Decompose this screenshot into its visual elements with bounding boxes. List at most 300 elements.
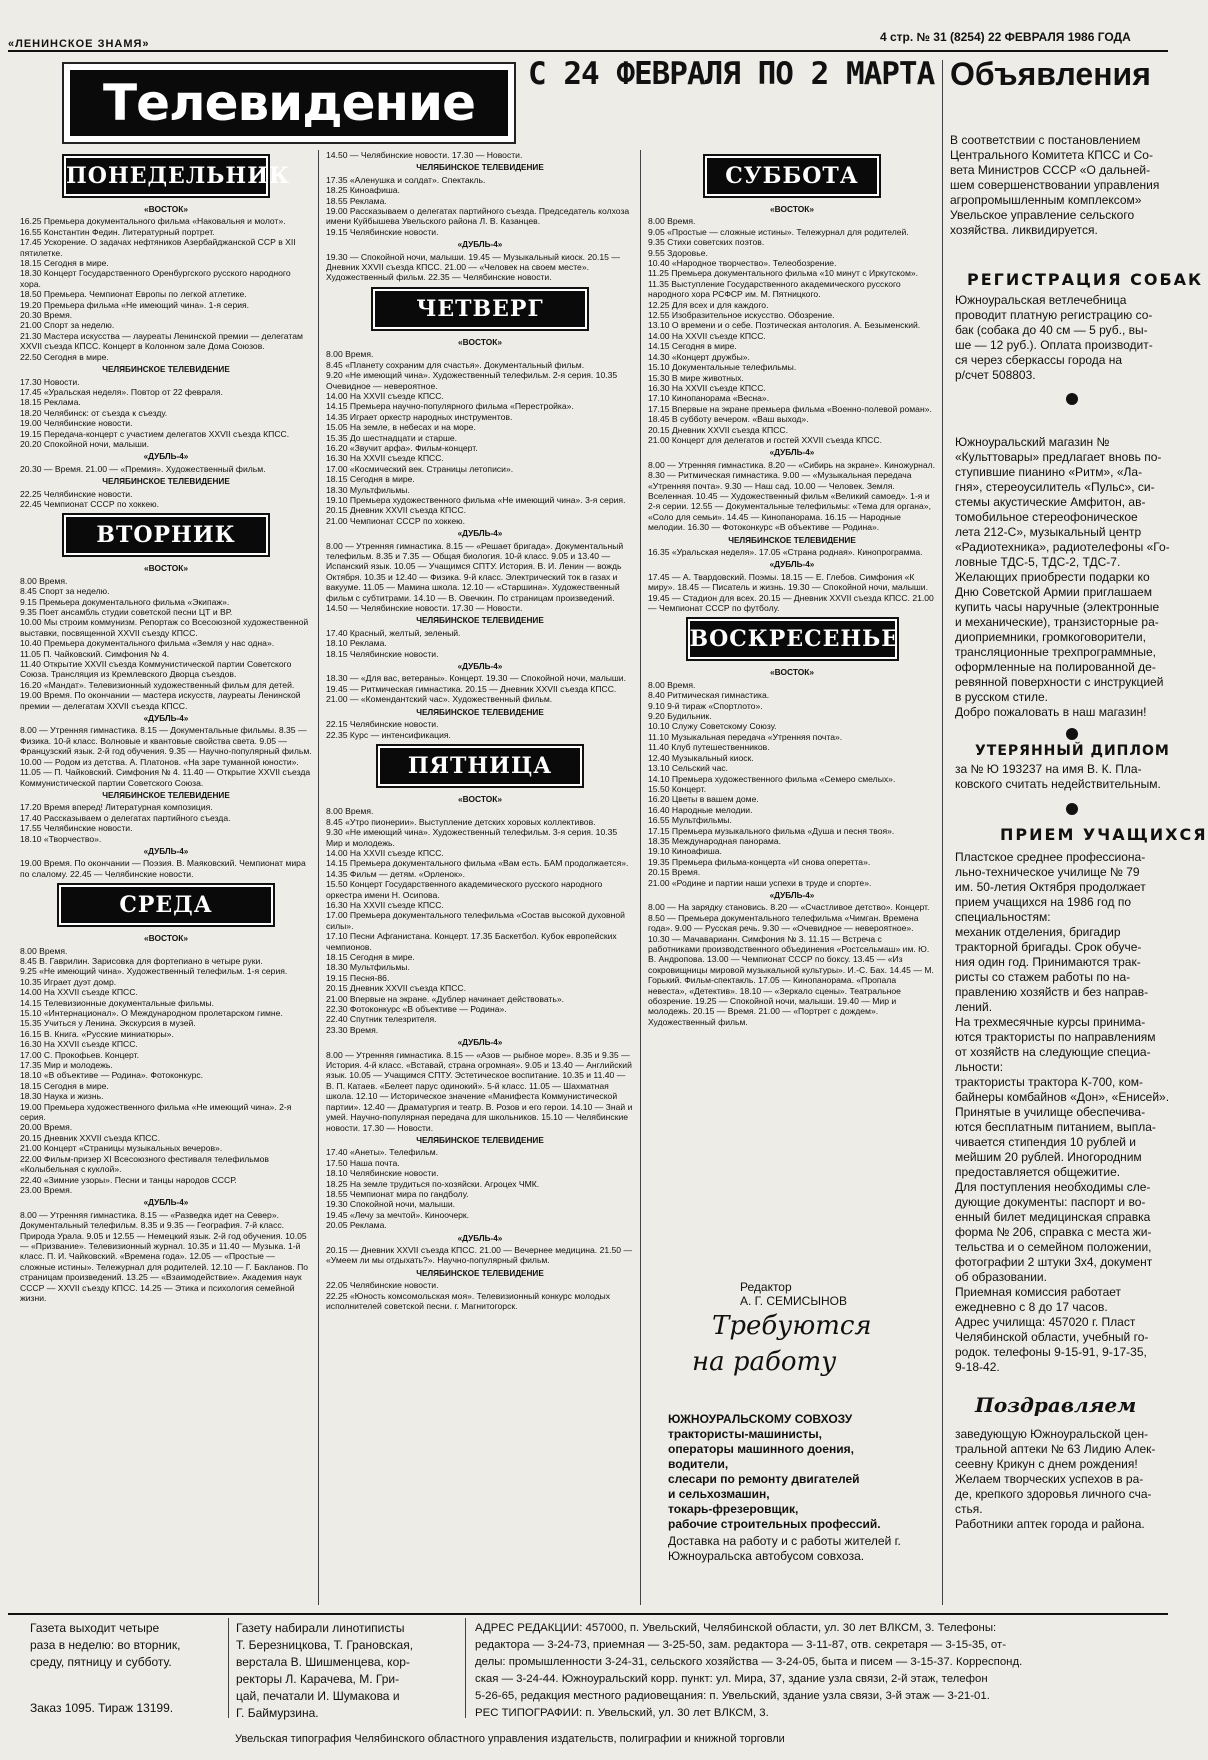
programme-line: 15.35 До шестнадцати и старше.	[326, 432, 458, 443]
channel-heading: ЧЕЛЯБИНСКОЕ ТЕЛЕВИДЕНИЕ	[102, 790, 230, 800]
programme-line: 20.30 Время.	[20, 310, 73, 321]
programme-line: 11.05 П. Чайковский. Симфония № 4.	[20, 648, 170, 659]
day-heading-friday: ПЯТНИЦА	[378, 746, 582, 786]
text-line: родок. телефоны 9-15-91, 9-17-35,	[955, 1345, 1147, 1359]
programme-line: 9.35 Стихи советских поэтов.	[648, 237, 765, 248]
channel-heading: ЧЕЛЯБИНСКОЕ ТЕЛЕВИДЕНИЕ	[416, 616, 544, 626]
programme-line: 8.00 — Утренняя гимнастика. 8.15 — «Решает бригада». Документальный телефильм. 8.35 и 7.35 — Общая биология. 10-й класс. 9.05 и 13.40 — Испанский язык. 10.05 — Учащимся СПТУ. История. В. И. Ленин — вождь Октября. 10.35 и 12.40 — Физика. 9-й класс. Электрический ток в газах и вакууме. 11.05 — Мамина школа. 12.10 — «Старшина». Художественный фильм с субтитрами. 14.10 — В. Овечкин. По страницам произведений. 14.50 — Челябинские новости. 17.30 — Новости.	[326, 540, 624, 614]
channel-heading: ЧЕЛЯБИНСКОЕ ТЕЛЕВИДЕНИЕ	[416, 163, 544, 173]
programme-line: 8.45 «Утро пионерии». Выступление детских хоровых коллективов.	[326, 816, 596, 827]
text-line: Адрес училища: 457020 г. Пласт	[955, 1315, 1136, 1329]
programme-line: 8.00 Время.	[326, 806, 374, 817]
channel-heading: «ДУБЛЬ-4»	[457, 240, 503, 250]
programme-line: 17.15 Впервые на экране премьера фильма «Военно-полевой роман».	[648, 403, 932, 414]
programme-line: 22.15 Челябинские новости.	[326, 719, 439, 730]
text-line: ристы со стажем работы по на-	[955, 970, 1131, 984]
channel-heading: «ДУБЛЬ-4»	[457, 529, 503, 539]
programme-line: 10.10 Служу Советскому Союзу.	[648, 721, 777, 732]
text-line: лений.	[955, 1000, 993, 1014]
programme-line: 10.40 Премьера документального фильма «Земля у нас одна».	[20, 638, 275, 649]
text-line: проводит платную регистрацию со-	[955, 308, 1153, 322]
text-line: верстала В. Шишменцева, кор-	[236, 1655, 410, 1669]
text-line: рабочие строительных профессий.	[668, 1517, 881, 1531]
text-line: тральной аптеки № 63 Лидию Алек-	[955, 1442, 1156, 1456]
section-logo	[62, 62, 516, 144]
text-line: раза в неделю: во вторник,	[30, 1638, 181, 1652]
programme-line: 22.45 Чемпионат СССР по хоккею.	[20, 498, 159, 509]
channel-heading: «ДУБЛЬ-4»	[769, 560, 815, 570]
programme-line: 14.10 Премьера художественного фильма «Семеро смелых».	[648, 773, 896, 784]
programme-line: 15.10 Документальные телефильмы.	[648, 362, 797, 373]
text-line: «Культтовары» предлагает вновь по-	[955, 450, 1162, 464]
column-rule	[318, 150, 319, 1605]
programme-line: 17.10 Кинопанорама «Весна».	[648, 393, 770, 404]
text-line: Пластское среднее профессиона-	[955, 850, 1146, 864]
day-heading-saturday: СУББОТА	[705, 156, 879, 196]
text-line: ступившие пианино «Ритм», «Ла-	[955, 465, 1143, 479]
programme-line: 17.45 Ускорение. О задачах нефтяников Азербайджанской ССР в XII пятилетке.	[20, 237, 296, 258]
text-line: ловные ТДС-5, ТДС-2, ТДС-7.	[955, 555, 1121, 569]
programme-line: 22.30 Фотоконкурс «В объективе — Родина».	[326, 1004, 507, 1015]
programme-line: 18.35 Международная панорама.	[648, 835, 781, 846]
ad-congratulations	[955, 1427, 1173, 1532]
channel-heading: «ДУБЛЬ-4»	[457, 1038, 503, 1048]
channel-heading: «ДУБЛЬ-4»	[143, 1198, 189, 1208]
programme-line: 9.20 «Не имеющий чина». Художественный телефильм. 2-я серия. 10.35 Очевидное — невероятное.	[326, 370, 618, 391]
text-line: Г. Баймурзина.	[236, 1706, 319, 1720]
programme-line: 17.45 «Уральская неделя». Повтор от 22 февраля.	[20, 386, 223, 397]
text-line: де, крепкого здоровья личного сча-	[955, 1487, 1152, 1501]
text-line: прием учащихся на 1986 год по	[955, 895, 1132, 909]
programme-line: 19.15 Челябинские новости.	[326, 226, 439, 237]
ad-dog-registration-title: РЕГИСТРАЦИЯ СОБАК	[967, 270, 1204, 289]
programme-line: 8.00 Время.	[20, 945, 68, 956]
programme-line: 20.00 Время.	[20, 1122, 73, 1133]
programme-line: 9.20 Будильник.	[648, 711, 712, 722]
programme-line: 20.20 Спокойной ночи, малыши.	[20, 438, 150, 449]
text-line: тельства и о семейном положении,	[955, 1240, 1152, 1254]
ad-lost-diploma	[955, 762, 1173, 792]
programme-line: 19.00 Премьера художественного фильма «Не имеющий чина». 2-я серия.	[20, 1101, 292, 1123]
text-line: р/счет 508803.	[955, 368, 1036, 382]
text-line: токарь-фрезеровщик,	[668, 1502, 799, 1516]
channel-heading: «ДУБЛЬ-4»	[769, 448, 815, 458]
channel-heading: «ДУБЛЬ-4»	[143, 846, 189, 856]
programme-line: 15.05 На земле, в небесах и на море.	[326, 422, 476, 433]
text-line: механик отделения, бригадир	[955, 925, 1121, 939]
programme-line: 18.15 Челябинские новости.	[326, 648, 439, 659]
ad-school-admission-title: ПРИЕМ УЧАЩИХСЯ	[1000, 825, 1208, 844]
programme-line: 20.15 Дневник XXVII съезда КПСС.	[326, 983, 467, 994]
text-line: ревянной поверхности с инструкцией	[955, 675, 1164, 689]
text-line: Газету набирали линотиписты	[236, 1621, 405, 1635]
programme-line: 19.00 Рассказываем о делегатах партийного съезда. Председатель колхоза имени Куйбышева Увельского района Л. В. Казанцев.	[326, 206, 630, 227]
programme-line: 19.35 Премьера фильма-концерта «И снова оперетта».	[648, 856, 871, 867]
separator-bullet	[1066, 803, 1078, 815]
day-heading-thursday: ЧЕТВЕРГ	[373, 289, 587, 329]
text-line: агропромышленным комплексом»	[950, 193, 1142, 207]
programme-line: 14.15 Телевизионные документальные фильмы.	[20, 997, 214, 1008]
programme-line: 16.15 В. Книга. «Русские миниатюры».	[20, 1028, 174, 1039]
programme-line: 16.30 На XXVII съезде КПСС.	[20, 1039, 138, 1050]
text-line: дующие документы: паспорт и во-	[955, 1195, 1146, 1209]
text-line: ковского считать недействительным.	[955, 777, 1161, 791]
text-line: ния один год. Принимаются трак-	[955, 955, 1141, 969]
programme-line: 19.00 Время. По окончании — мастера искусств, лауреаты Ленинской премии — делегатам XXVII съезда КПСС.	[20, 690, 301, 711]
text-line: хозяйства. ликвидируется.	[950, 223, 1098, 237]
programme-line: 20.05 Реклама.	[326, 1220, 387, 1231]
programme-line: 17.30 Новости.	[20, 376, 80, 387]
text-line: 5-26-65, редакция местного радиовещания: п. Увельский, здание узла связи, 3-й этаж — 3-21-01.	[475, 1690, 990, 1702]
programme-line: 16.55 Константин Федин. Литературный портрет.	[20, 226, 215, 237]
text-line: Южноуральская ветлечебница	[955, 293, 1127, 307]
programme-line: 19.10 Киноафиша.	[648, 846, 722, 857]
text-line: купить часы наручные (электронные	[955, 600, 1160, 614]
text-line: Южноуральский магазин №	[955, 435, 1110, 449]
channel-heading: «ДУБЛЬ-4»	[457, 662, 503, 672]
programme-line: 17.40 «Анеты». Телефильм.	[326, 1147, 439, 1158]
channel-heading: «ВОСТОК»	[143, 563, 189, 574]
programme-line: 17.40 Красный, желтый, зеленый.	[326, 627, 461, 638]
day-heading-tuesday: ВТОРНИК	[64, 515, 268, 555]
text-line: об образовании.	[955, 1270, 1047, 1284]
programme-line: 13.10 О времени и о себе. Поэтическая антология. А. Безыменский.	[648, 320, 921, 331]
programme-line: 19.30 — Спокойной ночи, малыши. 19.45 — Музыкальный киоск. 20.15 — Дневник XXVII съезда КПСС. 21.00 — «Человек на своем месте». Художественный фильм. 22.35 — Челябинские новости.	[326, 251, 620, 283]
text-line: в русском стиле.	[955, 690, 1048, 704]
programme-line: 21.00 Чемпионат СССР по хоккею.	[326, 515, 465, 526]
programme-line: 14.15 Премьера научно-популярного фильма «Перестройка».	[326, 401, 574, 412]
programme-line: 13.10 Сельский час.	[648, 763, 729, 774]
footer-rule-vertical	[465, 1618, 466, 1718]
programme-line: 21.00 Впервые на экране. «Дублер начинает действовать».	[326, 993, 565, 1004]
programme-line: 17.55 Челябинские новости.	[20, 823, 133, 834]
programme-line: 19.15 Передача-концерт с участием делегатов XXVII съезда КПСС.	[20, 428, 290, 439]
text-line: редактора — 3-24-73, приемная — 3-25-50, зам. редактора — 3-11-87, отв. секретаря — 3-15-35, от-	[475, 1639, 1007, 1651]
programme-line: 18.10 Челябинские новости.	[326, 1168, 439, 1179]
text-line: форма № 206, справка с места жи-	[955, 1225, 1152, 1239]
programme-line: 17.20 Время вперед! Литературная композиция.	[20, 802, 213, 813]
programme-line: 9.25 «Не имеющий чина». Художественный телефильм. 1-я серия.	[20, 966, 288, 977]
ad-school-admission	[955, 850, 1173, 1375]
text-line: Приемная комиссия работает	[955, 1285, 1122, 1299]
programme-line: 14.35 Играет оркестр народных инструментов.	[326, 411, 513, 422]
text-line: чивается стипендия 10 рублей и	[955, 1135, 1136, 1149]
programme-line: 18.50 Премьера. Чемпионат Европы по легкой атлетике.	[20, 289, 247, 300]
text-line: ежедневно с 8 до 17 часов.	[955, 1300, 1108, 1314]
job-ad-title-2: на работу	[692, 1347, 837, 1377]
programme-line: 9.10 9-й тираж «Спортлото».	[648, 700, 763, 711]
channel-heading: ЧЕЛЯБИНСКОЕ ТЕЛЕВИДЕНИЕ	[102, 365, 230, 375]
programme-line: 8.00 Время.	[648, 679, 696, 690]
programme-line: 15.50 Концерт.	[648, 783, 706, 794]
day-heading-monday: ПОНЕДЕЛЬНИК	[64, 156, 268, 196]
programme-line: 14.00 На XXVII съезде КПСС.	[648, 330, 766, 341]
text-line: ются бесплатным питанием, выпла-	[955, 1120, 1156, 1134]
job-ad-list	[668, 1427, 948, 1532]
programme-line: 9.15 Премьера документального фильма «Экипаж».	[20, 596, 230, 607]
programme-line: 21.00 Концерт «Страницы музыкальных вечеров».	[20, 1143, 223, 1154]
programme-line: 15.35 Учиться у Ленина. Экскурсия в музей.	[20, 1018, 196, 1029]
programme-line: 14.30 «Концерт дружбы».	[648, 351, 750, 362]
programme-line: 8.00 — Утренняя гимнастика. 8.15 — «Разведка идет на Север». Документальный телефильм. 8.35 и 9.35 — География. 7-й класс. Природа Урала. 9.05 и 12.55 — Немецкий язык. 2-й год обучения. 10.05 — «Призвание». Телевизионный журнал. 10.35 и 11.40 — Музыка. 1-й класс. П. И. Чайковский. «Времена года». 12.05 — «Простые — сложные истины». Тележурнал для родителей. 12.10 — Г. Бакланов. По страницам произведений. 13.25 — «Взаимодействие». Академия наук СССР — XXVII съезду КПСС. 14.25 — Этика и психология семейной жизни.	[20, 1209, 309, 1303]
masthead-issue: 4 стр. № 31 (8254) 22 ФЕВРАЛЯ 1986 ГОДА	[880, 30, 1131, 44]
programme-line: 18.20 Челябинск: от съезда к съезду.	[20, 407, 168, 418]
programme-line: 19.00 Время. По окончании — Поэзия. В. Маяковский. Чемпионат мира по слалому. 22.45 — Челябинские новости.	[20, 858, 306, 879]
programme-line: 19.30 Спокойной ночи, малыши.	[326, 1199, 456, 1210]
job-ad-footer: Доставка на работу и с работы жителей г. Южноуральска автобусом совхоза.	[668, 1534, 901, 1563]
text-line: водители,	[668, 1457, 729, 1471]
text-line: стья.	[955, 1502, 983, 1516]
programme-line: 18.45 В субботу вечером. «Ваш выход».	[648, 414, 809, 425]
text-line: за № Ю 193237 на имя В. К. Пла-	[955, 762, 1142, 776]
channel-heading: «ВОСТОК»	[143, 933, 189, 944]
text-line: ются трактористы по направлениям	[955, 1030, 1156, 1044]
footer-order: Заказ 1095. Тираж 13199.	[30, 1701, 174, 1715]
text-line: и механические), транзисторные ра-	[955, 615, 1159, 629]
programme-line: 14.00 На XXVII съезде КПСС.	[326, 847, 444, 858]
day-heading-sunday: ВОСКРЕСЕНЬЕ	[688, 619, 897, 659]
programme-line: 16.30 На XXVII съезде КПСС.	[326, 453, 444, 464]
programme-line: 18.25 На земле трудиться по-хозяйски. Агроцех ЧМК.	[326, 1178, 540, 1189]
programme-line: 15.50 Концерт Государственного академического русского народного оркестра имени Н. Осипова.	[326, 879, 603, 900]
programme-line: 22.35 Курс — интенсификация.	[326, 729, 451, 740]
programme-line: 17.00 Премьера документального телефильма «Состав высокой духовной силы».	[326, 910, 625, 931]
programme-line: 16.20 «Звучит арфа». Фильм-концерт.	[326, 442, 478, 453]
text-line: правлению хозяйств и без направ-	[955, 985, 1149, 999]
programme-line: 14.50 — Челябинские новости. 17.30 — Новости.	[326, 150, 523, 160]
footer-printer: Увельская типография Челябинского областного управления издательств, полиграфии и книжной торговли	[235, 1733, 785, 1745]
text-line: Центрального Комитета КПСС и Со-	[950, 148, 1153, 162]
day-heading-wednesday: СРЕДА	[59, 885, 273, 925]
schedule-column-3	[648, 150, 936, 1270]
footer-publication-schedule	[30, 1620, 220, 1671]
programme-line: 17.00 «Космический век. Страницы летописи».	[326, 463, 514, 474]
text-line: Для поступления необходимы сле-	[955, 1180, 1151, 1194]
programme-line: 19.20 Премьера фильма «Не имеющий чина». 1-я серия.	[20, 299, 250, 310]
programme-line: 11.10 Музыкальная передача «Утренняя почта».	[648, 731, 843, 742]
ad-congratulations-title: Поздравляем	[975, 1393, 1137, 1417]
text-line: трактористы трактора К-700, ком-	[955, 1075, 1144, 1089]
programme-line: 21.30 Мастера искусства — лауреаты Ленинской премии — делегатам XXVII съезда КПСС. Концерт в Колонном зале Дома Союзов.	[20, 330, 303, 352]
text-line: предоставляется общежитие.	[955, 1165, 1121, 1179]
text-line: Челябинской области, учебный го-	[955, 1330, 1149, 1344]
channel-heading: «ВОСТОК»	[769, 667, 815, 678]
date-range-headline: С 24 ФЕВРАЛЯ ПО 2 МАРТА	[528, 56, 935, 92]
text-line: Желаем творческих успехов в ра-	[955, 1472, 1144, 1486]
ad-reorganization	[950, 133, 1170, 238]
text-line: Дню Советской Армии приглашаем	[955, 585, 1152, 599]
text-line: Добро пожаловать в наш магазин!	[955, 705, 1147, 719]
channel-heading: «ВОСТОК»	[457, 336, 503, 347]
schedule-column-2	[326, 150, 634, 1605]
text-line: В соответствии с постановлением	[950, 133, 1141, 147]
programme-line: 20.15 Дневник XXVII съезда КПСС.	[20, 1132, 161, 1143]
programme-line: 18.15 Сегодня в мире.	[326, 474, 415, 485]
programme-line: 14.00 На XXVII съезде КПСС.	[326, 390, 444, 401]
programme-line: 8.45 «Планету сохраним для счастья». Документальный фильм.	[326, 359, 585, 370]
programme-line: 22.00 Фильм-призер XI Всесоюзного фестиваля телефильмов «Колыбельная с куклой».	[20, 1153, 269, 1175]
text-line: бак (собака до 40 см — 5 руб., вы-	[955, 323, 1148, 337]
programme-line: 22.05 Челябинские новости.	[326, 1280, 439, 1291]
text-line: и сельхозмашин,	[668, 1487, 770, 1501]
programme-line: 14.00 На XXVII съезде КПСС.	[20, 987, 138, 998]
programme-line: 16.20 Цветы в вашем доме.	[648, 794, 759, 805]
text-line: сеевну Крикун с днем рождения!	[955, 1457, 1138, 1471]
programme-line: 19.45 «Лечу за мечтой». Киноочерк.	[326, 1209, 470, 1220]
text-line: им. 50-летия Октября продолжает	[955, 880, 1146, 894]
programme-line: 9.30 «Не имеющий чина». Художественный телефильм. 3-я серия. 10.35 Мир и молодежь.	[326, 827, 618, 848]
programme-line: 12.40 Музыкальный киоск.	[648, 752, 754, 763]
channel-heading: «ВОСТОК»	[457, 793, 503, 804]
programme-line: 14.35 Фильм — детям. «Орленок».	[326, 868, 465, 879]
text-line: фотографии 2 штуки 3х4, документ	[955, 1255, 1153, 1269]
ads-title: Объявления	[950, 56, 1151, 92]
programme-line: 17.50 Наша почта.	[326, 1157, 400, 1168]
programme-line: 22.40 Спутник телезрителя.	[326, 1014, 437, 1025]
text-line: Увельское управление сельского	[950, 208, 1135, 222]
programme-line: 19.10 Премьера художественного фильма «Не имеющий чина». 3-я серия. 20.15 Дневник XXVII съезда КПСС.	[326, 494, 626, 516]
ad-lost-diploma-title: УТЕРЯННЫЙ ДИПЛОМ	[975, 743, 1170, 759]
programme-line: 16.35 «Уральская неделя». 17.05 «Страна родная». Кинопрограмма.	[648, 547, 923, 557]
text-line: стемы акустические Амфитон, ав-	[955, 495, 1146, 509]
programme-line: 18.15 Сегодня в мире.	[326, 952, 415, 962]
programme-line: 9.55 Здоровье.	[648, 247, 708, 258]
programme-line: 10.00 Мы строим коммунизм. Репортаж со Всесоюзной художественной выставки, посвященной XXVII съезду КПСС.	[20, 617, 309, 638]
footer-address	[475, 1620, 1173, 1722]
programme-line: 11.40 Открытие XXVII съезда Коммунистической партии Советского Союза. Трансляция из Кремлевского Дворца съездов.	[20, 659, 292, 680]
programme-line: 17.15 Премьера музыкального фильма «Душа и песня твоя».	[648, 825, 895, 836]
programme-line: 16.55 Мультфильмы.	[648, 815, 732, 826]
text-line: 9-18-42.	[955, 1360, 1000, 1374]
programme-line: 8.00 — Утренняя гимнастика. 8.20 — «Сибирь на экране». Киножурнал. 8.30 — Ритмическая гимнастика. 9.00 — «Музыкальная передача «Утренняя почта». 9.30 — Наш сад. 10.00 — Человек. Земля. Вселенная. 10.45 — Художественный фильм «Великий самоед». 1-я и 2-я серии. 12.55 — Документальные телефильмы: «Тема для органа», «Соло для семьи». 14.45 — Кинопанорама. 16.15 — Народные мелодии. 16.30 — Фотоконкурс «В объективе — Родина».	[648, 459, 936, 533]
programme-line: 20.15 Дневник XXVII съезда КПСС.	[648, 424, 789, 435]
text-line: Принятые в училище обеспечива-	[955, 1105, 1146, 1119]
programme-line: 21.00 Концерт для делегатов и гостей XXVII съезда КПСС.	[648, 434, 882, 445]
programme-line: 17.40 Рассказываем о делегатах партийного съезда.	[20, 812, 231, 823]
programme-line: 16.30 На XXVII съезде КПСС.	[326, 899, 444, 910]
footer-rule	[8, 1613, 1168, 1615]
programme-line: 20.30 — Время. 21.00 — «Премия». Художественный фильм.	[20, 463, 266, 474]
programme-line: 19.15 Песня-86.	[326, 972, 390, 983]
programme-line: 23.00 Время.	[20, 1184, 73, 1195]
programme-line: 8.00 — Утренняя гимнастика. 8.15 — Документальные фильмы. 8.35 — Физика. 10-й класс. Волновые и квантовые свойства света. 9.05 — Французский язык. 2-й год обучения. 9.35 — Научно-популярный фильм. 10.00 — Родом из детства. А. Платонов. «На заре туманной юности». 11.05 — П. Чайковский. Симфония № 4. 11.40 — Открытие XXVII съезда Коммунистической партии Советского Союза.	[20, 725, 312, 788]
programme-line: 8.40 Ритмическая гимнастика.	[648, 690, 770, 701]
programme-line: 11.35 Выступление Государственного академического русского народного хора РСФСР им. М. Пятницкого.	[648, 278, 901, 300]
text-line: льно-техническое училище № 79	[955, 865, 1140, 879]
masthead-paper-name: «ЛЕНИНСКОЕ ЗНАМЯ»	[8, 38, 150, 50]
programme-line: 8.00 Время.	[326, 349, 374, 360]
channel-heading: ЧЕЛЯБИНСКОЕ ТЕЛЕВИДЕНИЕ	[416, 1135, 544, 1145]
programme-line: 11.25 Премьера документального фильма «10 минут с Иркутском».	[648, 268, 919, 279]
text-line: байнеры комбайнов «Дон», «Енисей».	[955, 1090, 1170, 1104]
text-line: На трехмесячные курсы принима-	[955, 1015, 1146, 1029]
ad-gift-offer	[955, 570, 1173, 720]
channel-heading: «ДУБЛЬ-4»	[457, 1233, 503, 1243]
schedule-column-1	[20, 150, 312, 1605]
job-ad	[662, 1300, 952, 1590]
programme-line: 9.05 «Простые — сложные истины». Тележурнал для родителей.	[648, 226, 909, 237]
text-line: Работники аптек города и района.	[955, 1517, 1145, 1531]
programme-line: 16.30 На XXVII съезде КПСС.	[648, 382, 766, 393]
programme-line: 18.30 Мультфильмы.	[326, 962, 410, 973]
programme-line: 18.30 — «Для вас, ветераны». Концерт. 19.30 — Спокойной ночи, малыши. 19.45 — Ритмическая гимнастика. 20.15 — Дневник XXVII съезда КПСС. 21.00 — «Комендантский час». Художественный фильм.	[326, 673, 626, 705]
programme-line: 17.35 «Аленушка и солдат». Спектакль.	[326, 174, 486, 185]
programme-line: 18.55 Чемпионат мира по гандболу.	[326, 1188, 469, 1199]
programme-line: 18.30 Мультфильмы.	[326, 484, 410, 495]
text-line: ше — 12 руб.). Оплата производит-	[955, 338, 1153, 352]
programme-line: 9.35 Поет ансамбль студии советской песни ЦТ и ВР.	[20, 607, 233, 617]
programme-line: 21.00 Спорт за неделю.	[20, 320, 115, 331]
programme-line: 22.40 «Зимние узоры». Песни и танцы народов СССР.	[20, 1174, 237, 1185]
text-line: енный билет медицинская справка	[955, 1210, 1151, 1224]
text-line: трактористы-машинисты,	[668, 1427, 822, 1441]
programme-line: 8.45 Спорт за неделю.	[20, 586, 110, 597]
programme-line: 20.15 — Дневник XXVII съезда КПСС. 21.00 — Вечернее медицина. 21.50 — «Умеем ли мы отдыхать?». Научно-популярный фильм.	[326, 1244, 633, 1266]
column-rule	[640, 150, 641, 1605]
programme-line: 19.00 Челябинские новости.	[20, 418, 133, 429]
editor-label: Редактор	[740, 1280, 792, 1294]
text-line: цай, печатали И. Шумакова и	[236, 1689, 400, 1703]
programme-line: 8.00 Время.	[648, 216, 696, 227]
programme-line: 14.15 Сегодня в мире.	[648, 341, 737, 352]
text-line: шем совершенствовании управления	[950, 178, 1160, 192]
programme-line: 17.45 — А. Твардовский. Поэмы. 18.15 — Е. Глебов. Симфония «К миру». 18.45 — Писатель и жизнь. 19.30 — Спокойной ночи, малыши. 19.45 — Стадион для всех. 20.15 — Дневник XXVII съезда КПСС. 21.00 — Чемпионат СССР по футболу.	[648, 571, 934, 614]
programme-line: 10.35 Играет дуэт домр.	[20, 976, 117, 987]
programme-line: 18.25 Киноафиша.	[326, 185, 400, 196]
section-title: Телевидение	[70, 70, 508, 136]
text-line: диоприемники, громкоговорители,	[955, 630, 1146, 644]
text-line: ся через сберкассы города на	[955, 353, 1123, 367]
programme-line: 18.30 Концерт Государственного Оренбургского русского народного хора.	[20, 268, 291, 289]
text-line: Газета выходит четыре	[30, 1621, 160, 1635]
job-ad-title-1: Требуются	[712, 1311, 872, 1341]
separator-bullet	[1066, 728, 1078, 740]
channel-heading: ЧЕЛЯБИНСКОЕ ТЕЛЕВИДЕНИЕ	[416, 1268, 544, 1278]
channel-heading: «ВОСТОК»	[769, 204, 815, 214]
text-line: Т. Березницкова, Т. Грановская,	[236, 1638, 414, 1652]
text-line: лета 212-С», музыкальный центр	[955, 525, 1142, 539]
programme-line: 14.15 Премьера документального фильма «Вам есть. БАМ продолжается».	[326, 858, 629, 869]
programme-line: 10.40 «Народное творчество». Телеобозрение.	[648, 258, 837, 269]
programme-line: 15.30 В мире животных.	[648, 372, 744, 383]
programme-line: 15.10 «Интернационал». О Международном пролетарском гимне.	[20, 1008, 283, 1018]
programme-line: 17.35 Мир и молодежь.	[20, 1060, 113, 1071]
programme-line: 18.55 Реклама.	[326, 195, 387, 206]
text-line: заведующую Южноуральской цен-	[955, 1427, 1149, 1441]
text-line: специальностям:	[955, 910, 1051, 924]
channel-heading: «ВОСТОК»	[143, 204, 189, 214]
programme-line: 20.15 Время.	[648, 867, 701, 878]
footer-rule-vertical	[228, 1618, 229, 1718]
text-line: РЕС ТИПОГРАФИИ: п. Увельский, ул. 30 лет ВЛКСМ, 3.	[475, 1707, 769, 1719]
programme-line: 21.00 «Родине и партии наши успехи в труде и спорте».	[648, 877, 872, 888]
programme-line: 8.00 Время.	[20, 575, 68, 586]
text-line: среду, пятницу и субботу.	[30, 1655, 172, 1669]
text-line: слесари по ремонту двигателей	[668, 1472, 860, 1486]
text-line: томобильное стереофоническое	[955, 510, 1138, 524]
programme-line: 16.40 Народные мелодии.	[648, 804, 753, 815]
text-line: ская — 3-24-44. Южноуральский корр. пункт: ул. Мира, 37, здание узла связи, 2-й этаж, телефон	[475, 1673, 988, 1685]
separator-bullet	[1066, 393, 1078, 405]
programme-line: 17.00 С. Прокофьев. Концерт.	[20, 1049, 140, 1060]
text-line: льности:	[955, 1060, 1004, 1074]
programme-line: 8.00 — На зарядку становись. 8.20 — «Счастливое детство». Концерт. 8.50 — Премьера документального телефильма «Чимган. Времена года». 9.00 — Русская речь. 9.30 — «Очевидное — невероятное». 10.30 — Мачаварианн. Симфония № 3. 11.15 — Встреча с работниками производственного объединения «Ростсельмаш» им. Ю. В. Андропова. 13.00 — Чемпионат СССР по боксу. 13.45 — «Из сокровищницы мировой музыкальной культуры». И.-С. Бах. 14.45 — М. Горький. Фильм-спектакль. 17.05 — Кинопанорама. «Пропала невеста», «Детектив». 18.10 — «Зеркало сцены». Театральное обозрение. 19.25 — Спокойной ночи, малыши. 19.40 — Мир и молодежь. 20.15 — Время. 21.00 — «Портрет с дождем». Художественный фильм.	[648, 902, 934, 1027]
programme-line: 22.25 Челябинские новости.	[20, 488, 133, 499]
text-line: «Радиотехника», радиотелефоны «Го-	[955, 540, 1170, 554]
text-line: Желающих приобрести подарки ко	[955, 570, 1150, 584]
programme-line: 22.50 Сегодня в мире.	[20, 351, 109, 362]
programme-line: 11.40 Клуб путешественников.	[648, 742, 770, 753]
